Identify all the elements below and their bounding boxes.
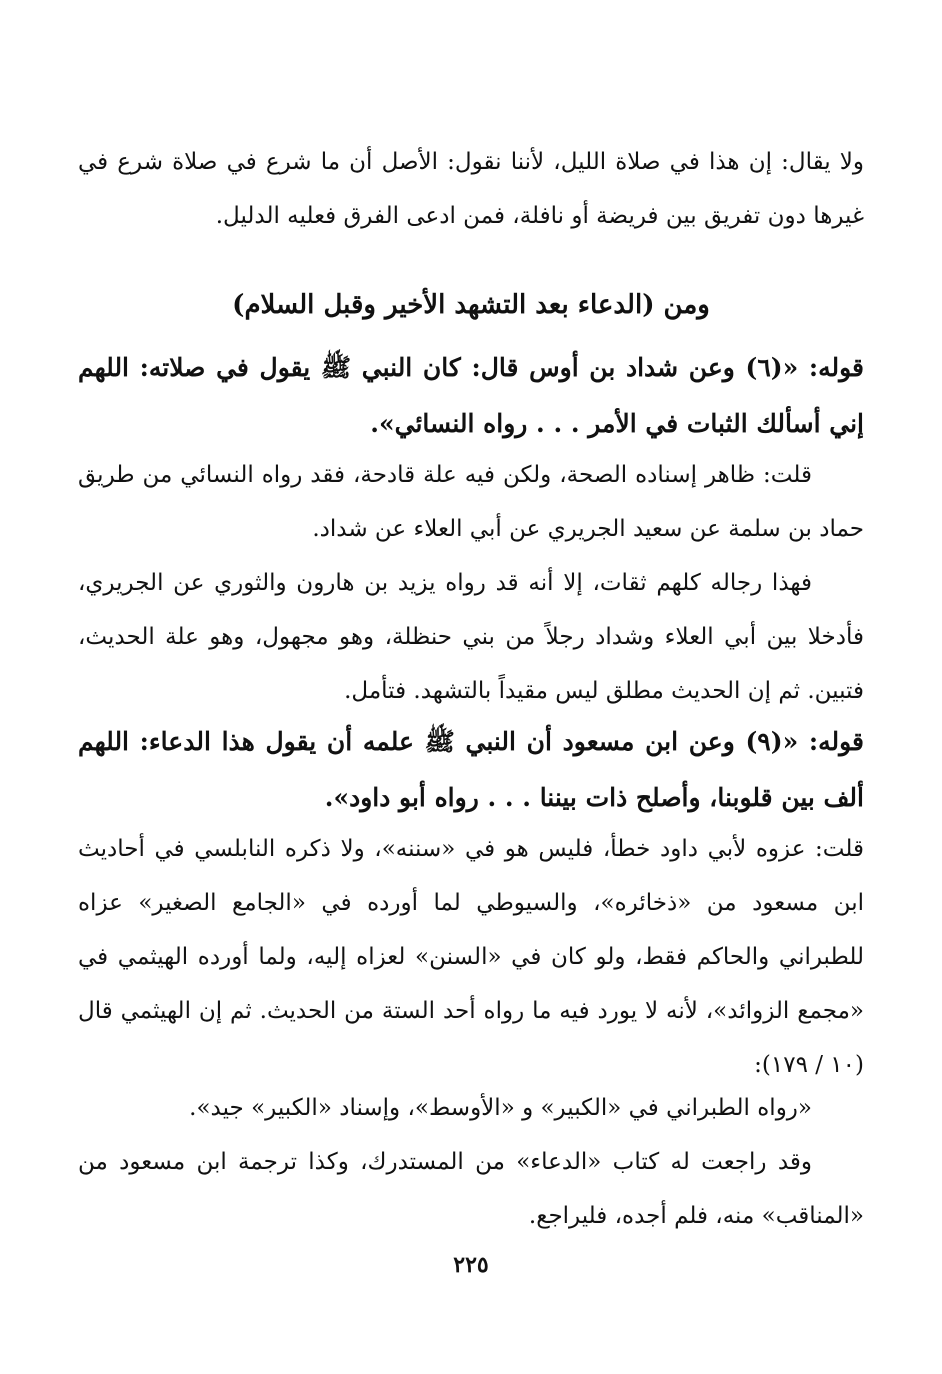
paragraph-isnad-note: قلت: ظاهر إسناده الصحة، ولكن فيه علة قادحة، فقد رواه النسائي من طريق حماد بن سلمة عن سعيد الجريري عن أبي العلاء عن شداد. <box>78 462 864 542</box>
paragraph-haythami-quote: «رواه الطبراني في «الكبير» و «الأوسط»، وإسناد «الكبير» جيد». <box>189 1095 812 1121</box>
quote-ibn-masud-hadith: قوله: «(٩) وعن ابن مسعود أن النبي ﷺ علمه أن يقول هذا الدعاء: اللهم ألف بين قلوبنا، وأصلح ذات بيننا . . . رواه أبو داود». <box>78 727 864 812</box>
paragraph-final-note: وقد راجعت له كتاب «الدعاء» من المستدرك، وكذا ترجمة ابن مسعود من «المناقب» منه، فلم أجده، فليراجع. <box>78 1149 864 1229</box>
paragraph-night-prayer: ولا يقال: إن هذا في صلاة الليل، لأننا نقول: الأصل أن ما شرع في صلاة شرع في غيرها دون تفريق بين فريضة أو نافلة، فمن ادعى الفرق فعليه الدليل. <box>78 149 864 229</box>
section-heading: ومن (الدعاء بعد التشهد الأخير وقبل السلام) <box>232 290 710 320</box>
paragraph-attribution-error: قلت: عزوه لأبي داود خطأ، فليس هو في «سننه»، ولا ذكره النابلسي في أحاديث ابن مسعود من «ذخائره»، والسيوطي لما أورده في «الجامع الصغير» عزاه للطبراني والحاكم فقط، ولو كان في «السنن» لعزاه إليه، ولما أورده الهيثمي في «مجمع الزوائد»، لأنه لا يورد فيه ما رواه أحد الستة من الحديث. ثم إن الهيثمي قال (١٠ / ١٧٩): <box>78 836 864 1078</box>
page-number: ٢٢٥ <box>453 1252 489 1278</box>
paragraph-narrators-analysis: فهذا رجاله كلهم ثقات، إلا أنه قد رواه يزيد بن هارون والثوري عن الجريري، فأدخلا بين أبي العلاء وشداد رجلاً من بني حنظلة، وهو مجهول، وهو علة الحديث، فتبين. ثم إن الحديث مطلق ليس مقيداً بالتشهد. فتأمل. <box>78 570 864 704</box>
quote-shaddad-hadith: قوله: «(٦) وعن شداد بن أوس قال: كان النبي ﷺ يقول في صلاته: اللهم إني أسألك الثبات في الأمر . . . رواه النسائي». <box>78 353 864 438</box>
